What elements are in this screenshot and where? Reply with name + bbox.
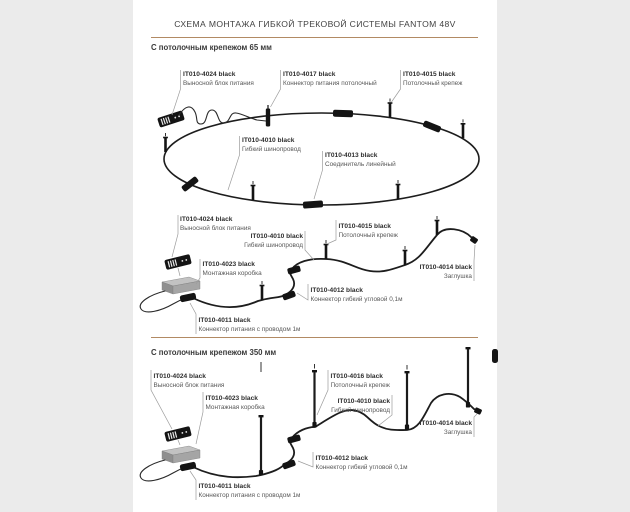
linear-connector (181, 176, 199, 192)
part-name: Выносной блок питания (153, 382, 225, 389)
part-label-ceiling-connector (271, 70, 378, 107)
part-code: IT010-4024 black (183, 71, 236, 78)
mounting-box (162, 277, 200, 294)
part-label-mount (392, 70, 464, 102)
part-name: Гибкий шинопровод (331, 407, 390, 414)
wave-diagram-65 (133, 207, 497, 332)
power-cord (140, 291, 186, 312)
psu-box-link (178, 440, 180, 445)
ceiling-power-connector (266, 105, 270, 127)
part-name: Коннектор питания с проводом 1м (198, 492, 301, 499)
part-label-power-conn (190, 471, 300, 500)
part-name: Потолочный крепеж (338, 232, 398, 239)
linear-connector (333, 110, 353, 118)
part-label-corner (298, 452, 408, 471)
ceiling-mount-pin (396, 180, 401, 199)
ceiling-mount-pin (324, 240, 329, 259)
ceiling-mount-pin (461, 119, 466, 138)
wave-diagram-350 (133, 345, 497, 512)
part-code: IT010-4013 black (325, 152, 378, 159)
part-code: IT010-4010 black (337, 398, 390, 405)
part-label-corner (297, 284, 403, 303)
part-name: Соединитель линейный (325, 161, 396, 168)
part-code: IT010-4011 black (198, 317, 251, 324)
part-name: Заглушка (443, 429, 472, 436)
part-code: IT010-4015 black (403, 71, 456, 78)
ceiling-mount-pin (251, 181, 256, 200)
linear-connector (422, 120, 441, 133)
part-code: IT010-4024 black (180, 216, 233, 223)
part-label-box (196, 392, 265, 444)
power-feed-connector (179, 293, 196, 303)
part-name: Монтажная коробка (202, 270, 262, 277)
part-name: Коннектор питания потолочный (283, 80, 377, 87)
part-code: IT010-4023 black (202, 261, 255, 268)
section-heading-65mm: С потолочным крепежом 65 мм (151, 43, 272, 52)
part-name: Коннектор гибкий угловой 0,1м (310, 296, 403, 303)
mounting-box (162, 446, 200, 463)
part-name: Коннектор гибкий угловой 0,1м (315, 464, 408, 471)
part-name: Потолочный крепеж (403, 80, 463, 87)
part-code: IT010-4014 black (419, 420, 472, 427)
part-label-track (244, 231, 314, 260)
part-name: Выносной блок питания (183, 80, 254, 87)
end-cap (474, 407, 483, 415)
section-heading-350mm: С потолочным крепежом 350 мм (151, 348, 277, 357)
ceiling-mount-pin (403, 246, 408, 265)
part-label-cap (420, 245, 475, 281)
part-code: IT010-4014 black (419, 264, 472, 271)
ceiling-mount-rod (405, 365, 410, 430)
part-code: IT010-4012 black (315, 455, 368, 462)
part-label-psu (172, 215, 251, 257)
part-label-linear (314, 151, 396, 199)
ring-diagram (133, 60, 497, 207)
part-name: Монтажная коробка (205, 404, 265, 411)
part-code: IT010-4010 black (250, 233, 303, 240)
divider-rule-top (151, 37, 478, 38)
power-supply-unit (164, 254, 192, 270)
part-name: Потолочный крепеж (330, 382, 390, 389)
part-label-cap (420, 414, 477, 437)
page-edge-marker (492, 349, 498, 363)
psu-box-link (178, 268, 180, 276)
power-cord (179, 107, 266, 124)
part-name: Гибкий шинопровод (242, 146, 301, 153)
part-code: IT010-4024 black (153, 373, 206, 380)
part-name: Гибкий шинопровод (244, 242, 303, 249)
divider-rule-middle (151, 337, 478, 338)
part-label-power-conn (190, 303, 300, 334)
ceiling-mount-rod (259, 362, 264, 476)
power-cord (140, 460, 186, 481)
part-name: Выносной блок питания (180, 225, 251, 232)
part-code: IT010-4012 black (310, 287, 363, 294)
ceiling-mount-rod (466, 347, 471, 408)
part-code: IT010-4017 black (283, 71, 336, 78)
ceiling-mount-pin (260, 281, 265, 300)
part-code: IT010-4011 black (198, 483, 251, 490)
part-code: IT010-4016 black (330, 373, 383, 380)
power-feed-connector (179, 462, 196, 472)
part-code: IT010-4023 black (205, 395, 258, 402)
part-label-box (196, 259, 262, 284)
part-code: IT010-4015 black (338, 223, 391, 230)
ceiling-mount-rod (312, 364, 317, 428)
part-name: Коннектор питания с проводом 1м (198, 326, 301, 333)
part-label-mount (327, 220, 399, 244)
scheme-page (133, 0, 497, 512)
part-label-track (331, 395, 392, 426)
part-name: Заглушка (443, 273, 472, 280)
part-code: IT010-4010 black (242, 137, 295, 144)
power-supply-unit (164, 426, 192, 442)
page-title: СХЕМА МОНТАЖА ГИБКОЙ ТРЕКОВОЙ СИСТЕМЫ FANTOM 48V (174, 19, 456, 29)
part-label-track (228, 136, 301, 190)
